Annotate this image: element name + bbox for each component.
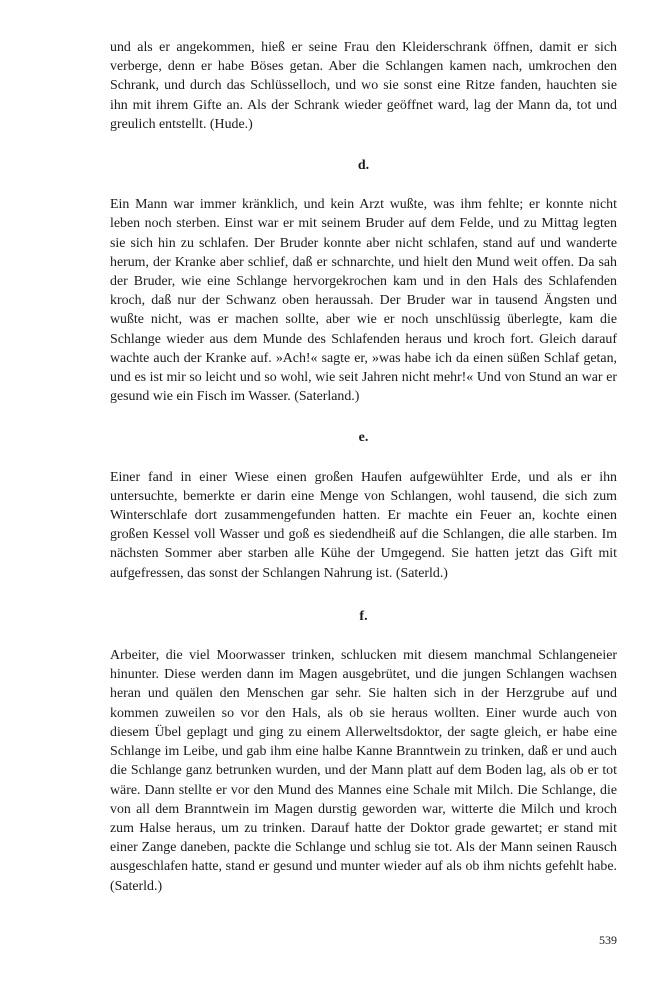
- section-heading-e: e.: [358, 430, 369, 446]
- paragraph-f: Arbeiter, die viel Moorwasser trinken, schlucken mit diesem manchmal Schlangeneier hinunter. Diese werden dann im Magen ausgebrütet, und die jungen Schlangen wachsen heran und quälen den Menschen gar sehr. Sie halten sich in der Herzgrube auf und kommen zuweilen so vor den Hals, als ob sie heraus wollten. Einer wurde auch von diesem Übel geplagt und ging zu einem Allerweltsdoktor, der sagte gleich, er habe eine Schlange im Leibe, und gab ihm eine halbe Kanne Branntwein zu trinken, daß er und auch die Schlange ganz betrunken wurden, und der Mann platt auf dem Boden lag, als ob er tot wäre. Dann stellte er vor den Mund des Mannes eine Schale mit Milch. Die Schlange, die von all dem Branntwein im Magen durstig geworden war, witterte die Milch und kroch zum Halse heraus, um zu trinken. Darauf hatte der Doktor grade gewartet; er stand mit einer Zange daneben, packte die Schlange und schlug sie tot. Als der Mann seinen Rausch ausgeschlafen hatte, stand er gesund und munter wieder auf als ob ihm nichts gefehlt habe. (Saterld.): [110, 648, 617, 894]
- section-heading-f: f.: [359, 608, 368, 624]
- paragraph-e: Einer fand in einer Wiese einen großen Haufen aufgewühlter Erde, und als er ihn untersuchte, bemerkte er darin eine Menge von Schlangen, wohl tausend, die sich zum Winterschlafe dort zusammengefunden hatten. Er machte ein Feuer an, kochte einen großen Kessel voll Wasser und goß es siedendheiß auf die Schlangen, die alle starben. Im nächsten Sommer aber starben alle Kühe der Umgegend. Sie hatten jetzt das Gift mit aufgefressen, das sonst der Schlangen Nahrung ist. (Saterld.): [110, 469, 617, 581]
- page-body: [110, 38, 617, 896]
- paragraph-d: Ein Mann war immer kränklich, und kein Arzt wußte, was ihm fehlte; er konnte nicht leben noch sterben. Einst war er mit seinem Bruder auf dem Felde, und zu Mittag legten sie sich hin zu schlafen. Der Bruder konnte aber nicht schlafen, stand auf und wanderte herum, der Kranke aber schlief, daß er schnarchte, und hielt den Mund weit offen. Da sah der Bruder, wie eine Schlange hervorgekrochen kam und in den Hals des Schlafenden kroch, daß nur der Schwanz oben heraussah. Der Bruder war in tausend Ängsten und wußte nicht, was er machen sollte, aber wie er noch unschlüssig überlegte, kam die Schlange wieder aus dem Munde des Schlafenden heraus und kroch fort. Gleich darauf wachte auch der Kranke auf. »Ach!« sagte er, »was habe ich da einen süßen Schlaf getan, und es ist mir so leicht und so wohl, wie seit Jahren nicht mehr!« Und von Stund an war er gesund wie ein Fisch im Wasser. (Saterland.): [110, 197, 617, 405]
- paragraph-c-continued: und als er angekommen, hieß er seine Frau den Kleiderschrank öffnen, damit er sich verberge, denn er habe Böses getan. Aber die Schlangen kamen nach, umkrochen den Schrank, und durch das Schlüsselloch, und wo sie sonst eine Ritze fanden, hauchten sie ihn mit ihrem Gifte an. Als der Schrank wieder geöffnet ward, lag der Mann da, tot und greulich entstellt. (Hude.): [110, 40, 617, 132]
- page-number: 539: [599, 933, 617, 947]
- section-heading-d: d.: [357, 158, 370, 174]
